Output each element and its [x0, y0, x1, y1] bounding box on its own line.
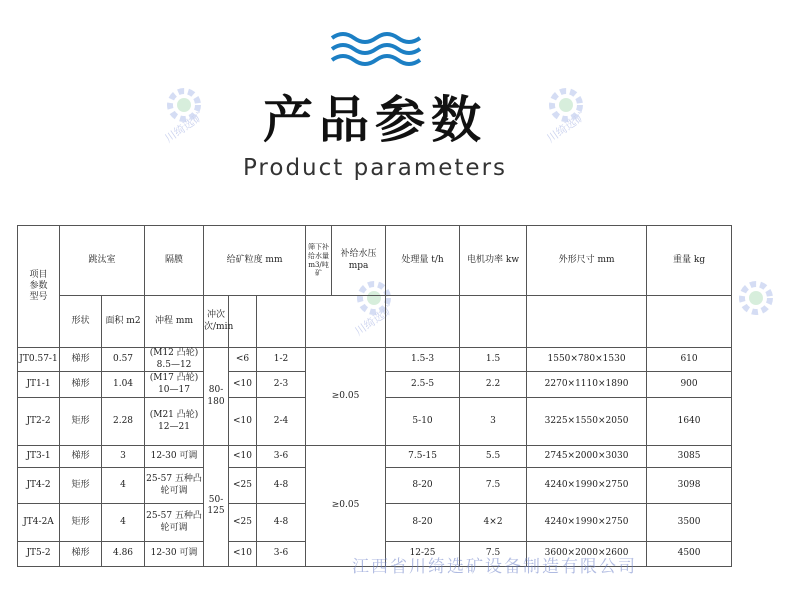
cell-capacity: 2.5-5 — [386, 372, 460, 398]
cell-shape: 梯形 — [60, 348, 102, 372]
header-weight: 重量 kg — [647, 226, 732, 296]
subheader-row — [18, 296, 732, 348]
cell-dimensions: 3225×1550×2050 — [527, 398, 647, 446]
cell-stroke: 12-30 可调 — [145, 542, 204, 567]
cell-feed-size: 1-2 — [257, 348, 306, 372]
cell-stroke-freq: 50-125 — [204, 446, 229, 567]
subheader-stroke-freq: 冲次 次/min — [204, 296, 229, 348]
subheader-stroke: 冲程 mm — [145, 296, 204, 348]
cell-power: 4×2 — [460, 504, 527, 542]
header-capacity: 处理量 t/h — [386, 226, 460, 296]
watermark-logo — [722, 278, 792, 348]
header-dimensions: 外形尺寸 mm — [527, 226, 647, 296]
cell-feed-op: <10 — [229, 398, 257, 446]
cell-feed-size: 2-3 — [257, 372, 306, 398]
cell-water-pressure: ≥0.05 — [306, 446, 386, 567]
cell-shape: 矩形 — [60, 468, 102, 504]
cell-capacity: 8-20 — [386, 468, 460, 504]
header-row — [18, 226, 732, 296]
cell-model: JT5-2 — [18, 542, 60, 567]
cell-weight: 4500 — [647, 542, 732, 567]
cell-shape: 梯形 — [60, 446, 102, 468]
header-feed-size: 给矿粒度 mm — [204, 226, 306, 296]
cell-weight: 610 — [647, 348, 732, 372]
cell-dimensions: 4240×1990×2750 — [527, 504, 647, 542]
cell-power: 5.5 — [460, 446, 527, 468]
company-watermark: 江西省川绮选矿设备制造有限公司 — [352, 557, 637, 577]
cell-water-pressure: ≥0.05 — [306, 348, 386, 446]
cell-stroke: (M12 凸轮) 8.5—12 — [145, 348, 204, 372]
cell-model: JT1-1 — [18, 372, 60, 398]
gear-icon — [736, 278, 776, 318]
table-row — [18, 348, 732, 372]
cell-power: 3 — [460, 398, 527, 446]
header-water-pressure: 补给水压 mpa — [332, 226, 386, 296]
cell-shape: 矩形 — [60, 398, 102, 446]
cell-stroke: (M21 凸轮) 12—21 — [145, 398, 204, 446]
header-motor-power: 电机功率 kw — [460, 226, 527, 296]
cell-area: 2.28 — [102, 398, 145, 446]
header-jig-chamber: 跳汰室 — [60, 226, 145, 296]
cell-weight: 3085 — [647, 446, 732, 468]
cell-dimensions: 1550×780×1530 — [527, 348, 647, 372]
cell-area: 1.04 — [102, 372, 145, 398]
cell-shape: 矩形 — [60, 504, 102, 542]
cell-feed-op: <10 — [229, 446, 257, 468]
cell-capacity: 12-25 — [386, 542, 460, 567]
watermark-logo: 川绮选矿 — [150, 85, 220, 155]
cell-power: 7.5 — [460, 542, 527, 567]
cell-dimensions: 4240×1990×2750 — [527, 468, 647, 504]
cell-power: 7.5 — [460, 468, 527, 504]
cell-feed-op: <6 — [229, 348, 257, 372]
cell-model: JT0.57-1 — [18, 348, 60, 372]
watermark-logo: 川绮选矿 — [340, 278, 410, 348]
cell-model: JT3-1 — [18, 446, 60, 468]
cell-stroke: 12-30 可调 — [145, 446, 204, 468]
cell-shape: 梯形 — [60, 372, 102, 398]
cell-weight: 1640 — [647, 398, 732, 446]
subheader-area: 面积 m2 — [102, 296, 145, 348]
cell-model: JT2-2 — [18, 398, 60, 446]
cell-stroke-freq: 80-180 — [204, 348, 229, 446]
cell-feed-op: <25 — [229, 504, 257, 542]
cell-feed-op: <25 — [229, 468, 257, 504]
cell-shape: 梯形 — [60, 542, 102, 567]
cell-model: JT4-2A — [18, 504, 60, 542]
cell-dimensions: 2270×1110×1890 — [527, 372, 647, 398]
header-water-under-sieve: 筛下补给水量 m3/吨矿 — [306, 226, 332, 296]
cell-stroke: (M17 凸轮) 10—17 — [145, 372, 204, 398]
cell-area: 4 — [102, 468, 145, 504]
cell-feed-op: <10 — [229, 372, 257, 398]
parameters-table — [17, 225, 732, 567]
cell-area: 0.57 — [102, 348, 145, 372]
cell-weight: 3500 — [647, 504, 732, 542]
page-subtitle: Product parameters — [242, 155, 508, 181]
cell-feed-size: 4-8 — [257, 468, 306, 504]
cell-feed-size: 3-6 — [257, 446, 306, 468]
cell-dimensions: 2745×2000×3030 — [527, 446, 647, 468]
cell-power: 1.5 — [460, 348, 527, 372]
cell-capacity: 1.5-3 — [386, 348, 460, 372]
subheader-shape: 形状 — [60, 296, 102, 348]
table-row — [18, 446, 732, 468]
watermark-logo: 川绮选矿 — [532, 85, 602, 155]
cell-dimensions: 3600×2000×2600 — [527, 542, 647, 567]
cell-area: 4 — [102, 504, 145, 542]
cell-area: 4.86 — [102, 542, 145, 567]
cell-area: 3 — [102, 446, 145, 468]
cell-capacity: 7.5-15 — [386, 446, 460, 468]
cell-weight: 900 — [647, 372, 732, 398]
cell-feed-size: 4-8 — [257, 504, 306, 542]
cell-capacity: 8-20 — [386, 504, 460, 542]
wave-icon — [330, 30, 420, 66]
page-title: 产品参数 — [263, 91, 487, 149]
corner-label: 项目 参数 型号 — [18, 226, 60, 348]
cell-feed-size: 3-6 — [257, 542, 306, 567]
cell-feed-size: 2-4 — [257, 398, 306, 446]
cell-weight: 3098 — [647, 468, 732, 504]
cell-capacity: 5-10 — [386, 398, 460, 446]
cell-stroke: 25-57 五种凸轮可调 — [145, 468, 204, 504]
cell-power: 2.2 — [460, 372, 527, 398]
header-diaphragm: 隔膜 — [145, 226, 204, 296]
cell-model: JT4-2 — [18, 468, 60, 504]
cell-feed-op: <10 — [229, 542, 257, 567]
cell-stroke: 25-57 五种凸轮可调 — [145, 504, 204, 542]
